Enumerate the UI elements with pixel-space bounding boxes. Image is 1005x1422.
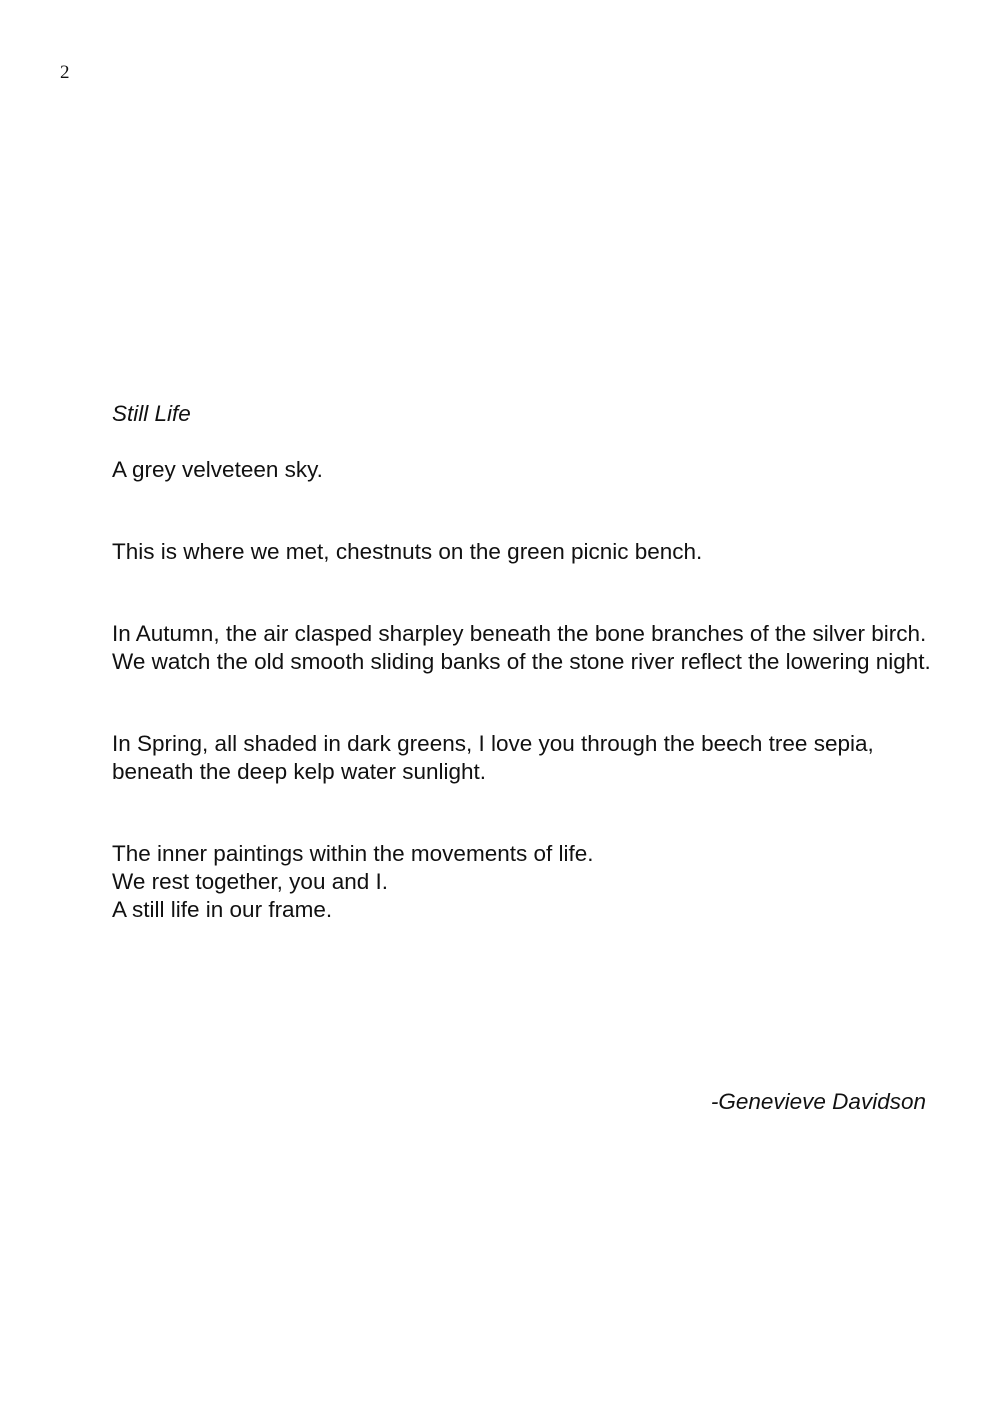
poem-title: Still Life (112, 401, 191, 426)
poem-line: A grey velveteen sky. (112, 457, 323, 482)
stanza-1 (112, 456, 992, 484)
poem-line: We watch the old smooth sliding banks of the stone river reflect the lowering night. (112, 649, 931, 674)
stanza-4 (112, 730, 992, 786)
poem-line: This is where we met, chestnuts on the green picnic bench. (112, 539, 703, 564)
poem-line: We rest together, you and I. (112, 869, 388, 894)
poem-line: A still life in our frame. (112, 897, 333, 922)
stanza-2 (112, 538, 992, 566)
poem-line: beneath the deep kelp water sunlight. (112, 759, 487, 784)
poem-line: In Spring, all shaded in dark greens, I love you through the beech tree sepia, (112, 731, 874, 756)
stanza-3 (112, 620, 992, 676)
poem (112, 400, 992, 978)
page-number: 2 (60, 62, 70, 83)
author-signature: -Genevieve Davidson (710, 1089, 926, 1114)
poem-line: The inner paintings within the movements of life. (112, 841, 594, 866)
poem-line: In Autumn, the air clasped sharpley beneath the bone branches of the silver birch. (112, 621, 927, 646)
stanza-5 (112, 840, 992, 924)
